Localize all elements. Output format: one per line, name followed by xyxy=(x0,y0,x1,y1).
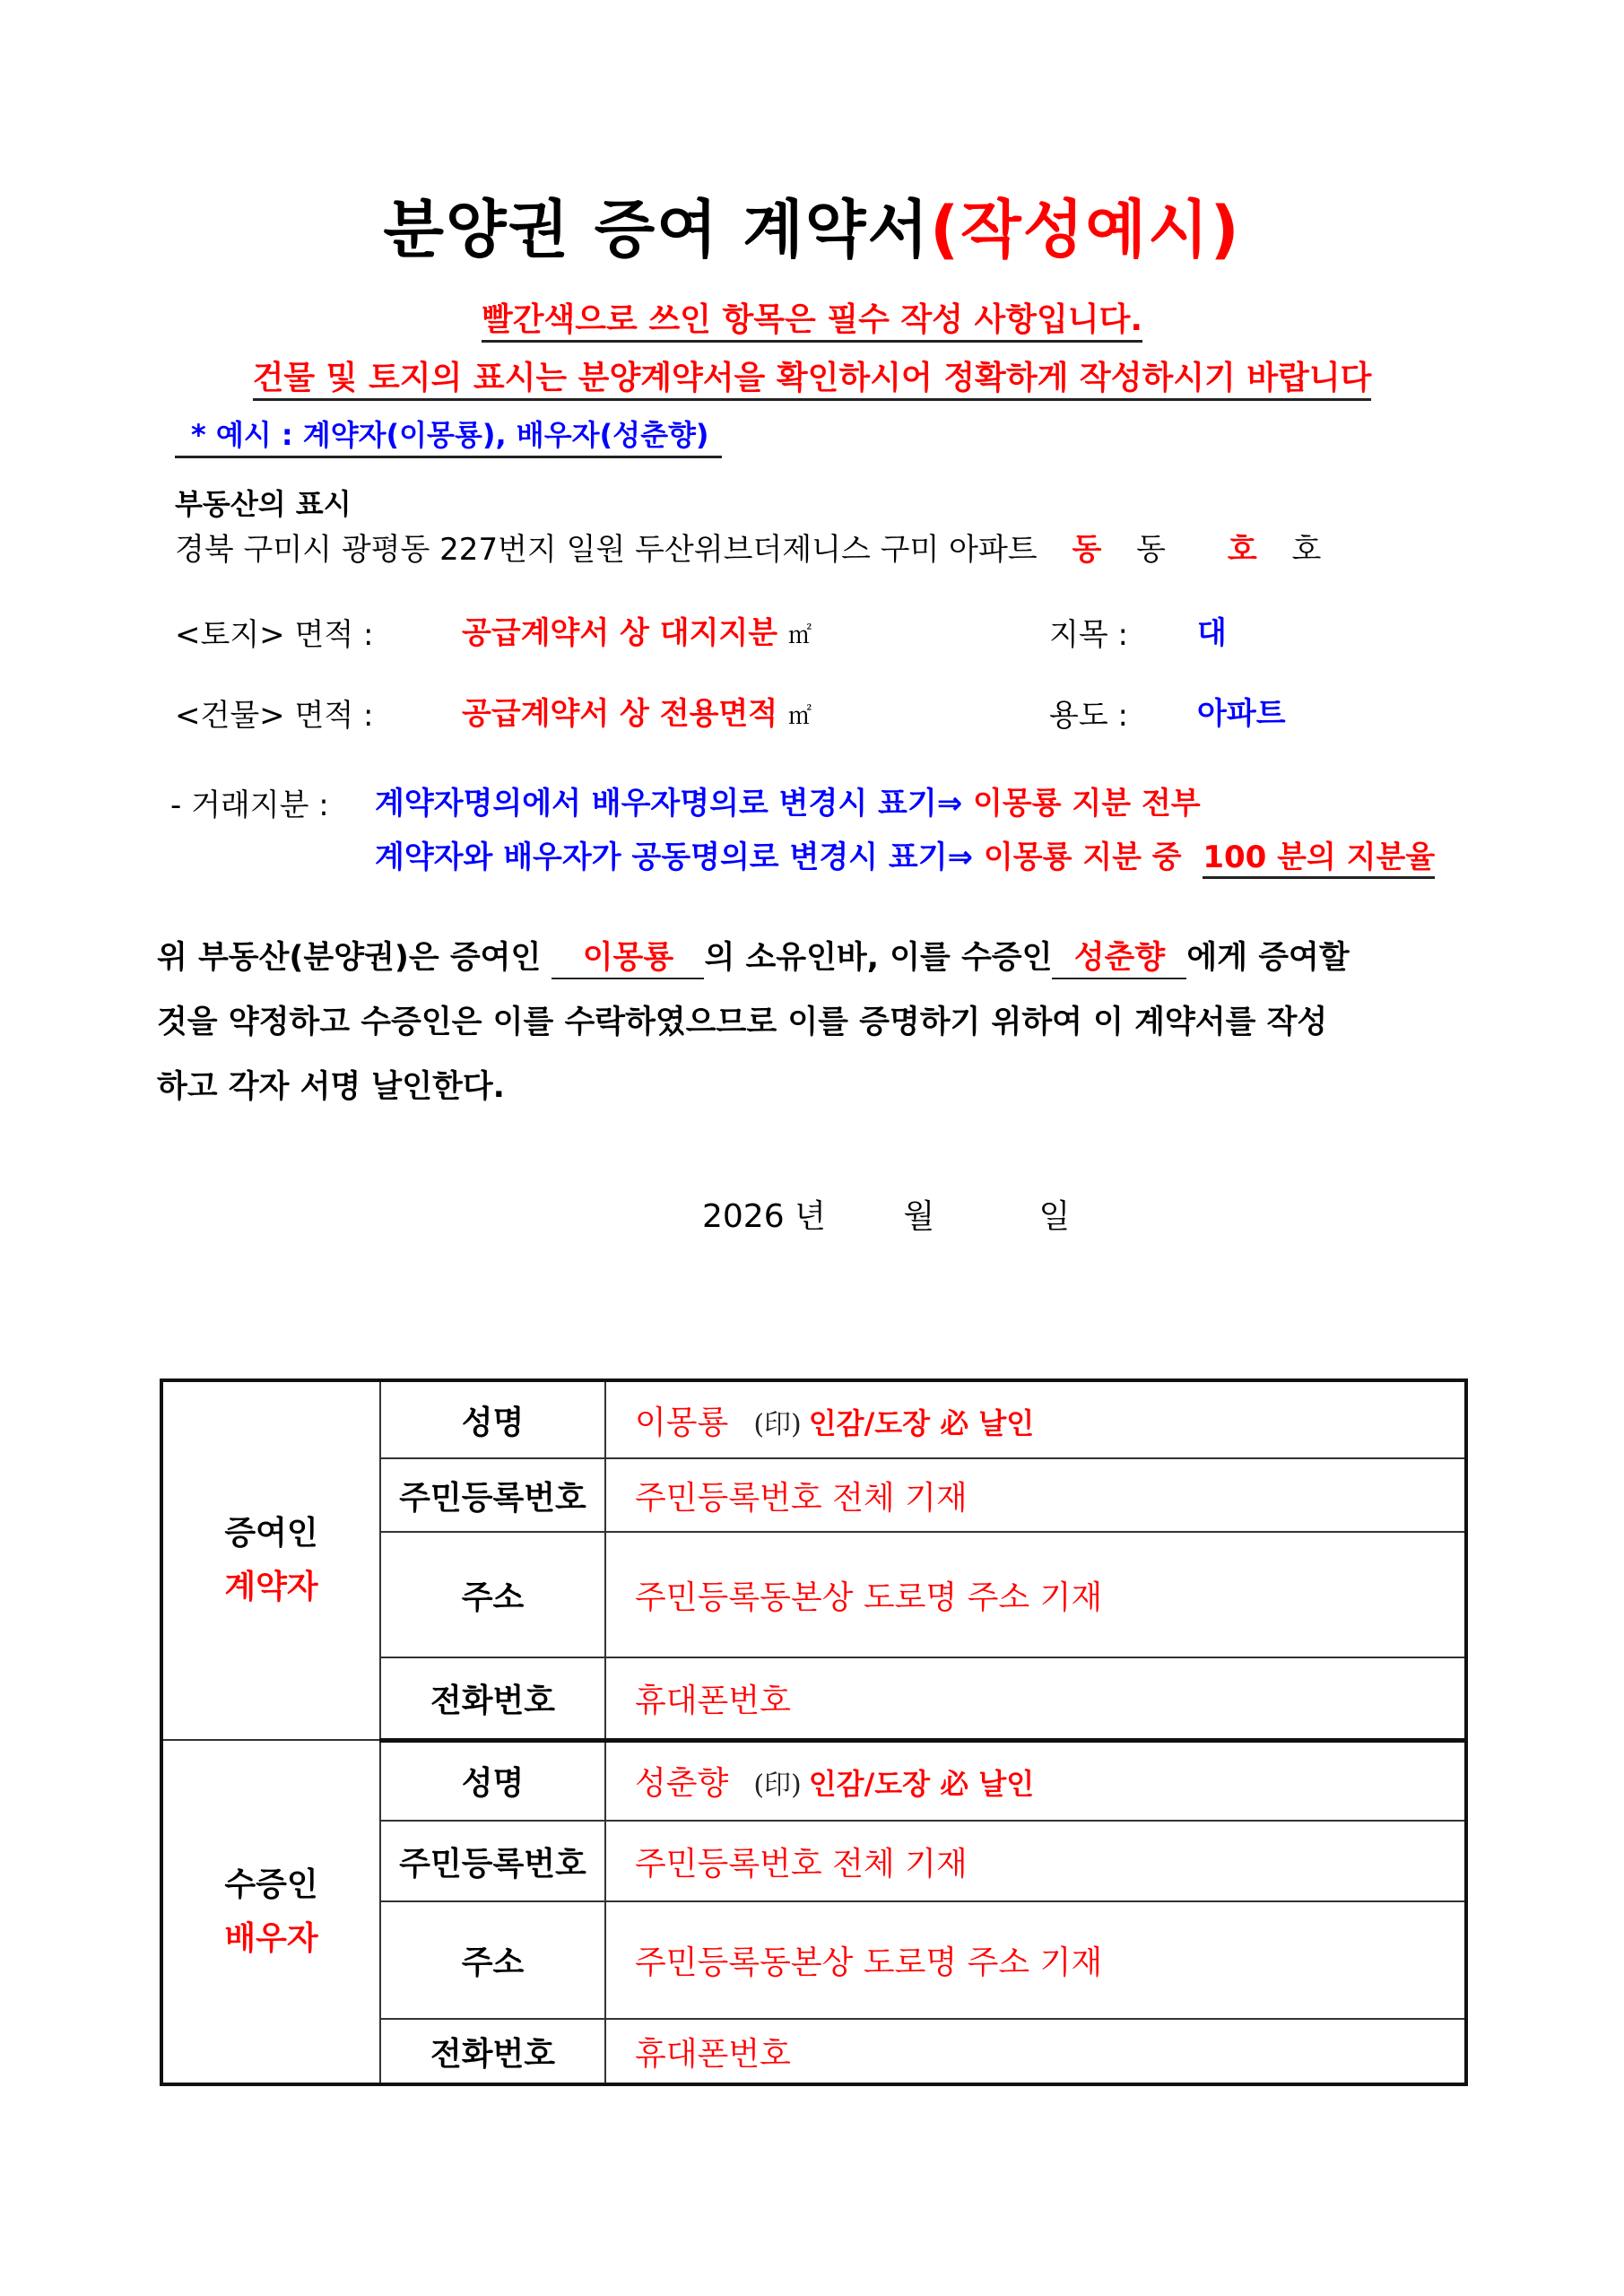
donor-resident-number-field[interactable]: 주민등록번호 전체 기재 xyxy=(605,1458,1466,1532)
body-paragraph-line-1: 위 부동산(분양권)은 증여인 이몽룡 의 소유인바, 이를 수증인 성춘향 에게 증여할 xyxy=(157,933,1466,979)
notice-required-fields: 빨간색으로 쓰인 항목은 필수 작성 사항입니다. xyxy=(0,294,1624,340)
body-paragraph-line-2: 것을 약정하고 수증인은 이를 수락하였으므로 이를 증명하기 위하여 이 계약서를 작성 xyxy=(157,1004,1328,1040)
page-title xyxy=(0,179,1624,270)
seal-mark: (印) xyxy=(753,1408,802,1440)
building-area-label: <건물> 면적 : xyxy=(175,698,374,734)
donor-phone-field[interactable]: 휴대폰번호 xyxy=(605,1657,1466,1740)
field-label: 성명 xyxy=(380,1740,605,1821)
land-area-value: 공급계약서 상 대지지분 ㎡ xyxy=(462,615,812,651)
donor-role-cell: 증여인 계약자 xyxy=(161,1380,380,1740)
ho-unit: 호 xyxy=(1291,532,1322,568)
contract-date: 2026 년 월 일 xyxy=(702,1198,1071,1235)
building-area-unit: ㎡ xyxy=(787,703,812,730)
share-option-full: 계약자명의에서 배우자명의로 변경시 표기⇒ 이몽룡 지분 전부 xyxy=(375,786,1201,822)
ho-value: 호 xyxy=(1227,532,1257,568)
property-heading: 부동산의 표시 xyxy=(175,487,352,521)
donee-name-field[interactable]: 성춘향 (印) 인감/도장 必 날인 xyxy=(605,1740,1466,1821)
building-use-value: 아파트 xyxy=(1197,696,1286,732)
dong-unit: 동 xyxy=(1136,532,1166,568)
notice-verify-contract: 건물 및 토지의 표시는 분양계약서을 확인하시어 정확하게 작성하시기 바랍니다 xyxy=(0,352,1624,398)
donor-name-field[interactable]: 이몽룡 (印) 인감/도장 必 날인 xyxy=(605,1380,1466,1458)
building-area-value: 공급계약서 상 전용면적 ㎡ xyxy=(462,696,812,732)
land-category-label: 지목 : xyxy=(1049,617,1128,653)
body-paragraph-line-3: 하고 각자 서명 날인한다. xyxy=(157,1069,505,1105)
title-suffix: (작성예시) xyxy=(930,193,1241,266)
donee-phone-field[interactable]: 휴대폰번호 xyxy=(605,2019,1466,2084)
donee-role-cell: 수증인 배우자 xyxy=(161,1740,380,2084)
land-area-label: <토지> 면적 : xyxy=(175,617,374,653)
field-label: 전화번호 xyxy=(380,2019,605,2084)
donee-resident-number-field[interactable]: 주민등록번호 전체 기재 xyxy=(605,1821,1466,1901)
donee-name-blank: 성춘향 xyxy=(1052,933,1186,979)
field-label: 주민등록번호 xyxy=(380,1458,605,1532)
donor-name-blank: 이몽룡 xyxy=(551,933,704,979)
field-label: 주소 xyxy=(380,1901,605,2019)
donor-address-field[interactable]: 주민등록동본상 도로명 주소 기재 xyxy=(605,1532,1466,1657)
land-area-unit: ㎡ xyxy=(787,622,812,649)
land-category-value: 대 xyxy=(1197,615,1227,651)
share-ratio: 100 분의 지분율 xyxy=(1203,839,1435,879)
title-main: 분양권 증여 계약서 xyxy=(383,193,931,266)
dong-value: 동 xyxy=(1072,532,1102,568)
field-label: 성명 xyxy=(380,1380,605,1458)
share-label: - 거래지분 : xyxy=(170,787,329,823)
building-use-label: 용도 : xyxy=(1049,698,1128,734)
field-label: 주민등록번호 xyxy=(380,1821,605,1901)
field-label: 전화번호 xyxy=(380,1657,605,1740)
date-year: 2026 xyxy=(702,1198,785,1235)
property-address xyxy=(175,525,1321,569)
parties-table xyxy=(160,1378,1468,2086)
field-label: 주소 xyxy=(380,1532,605,1657)
seal-mark: (印) xyxy=(753,1770,802,1802)
address-text: 경북 구미시 광평동 227번지 일원 두산위브더제니스 구미 아파트 xyxy=(175,532,1038,568)
donee-address-field[interactable]: 주민등록동본상 도로명 주소 기재 xyxy=(605,1901,1466,2019)
share-option-joint: 계약자와 배우자가 공동명의로 변경시 표기⇒ 이몽룡 지분 중 100 분의 지분율 xyxy=(375,832,1435,876)
example-note: * 예시 : 계약자(이몽룡), 배우자(성춘향) xyxy=(175,413,722,458)
